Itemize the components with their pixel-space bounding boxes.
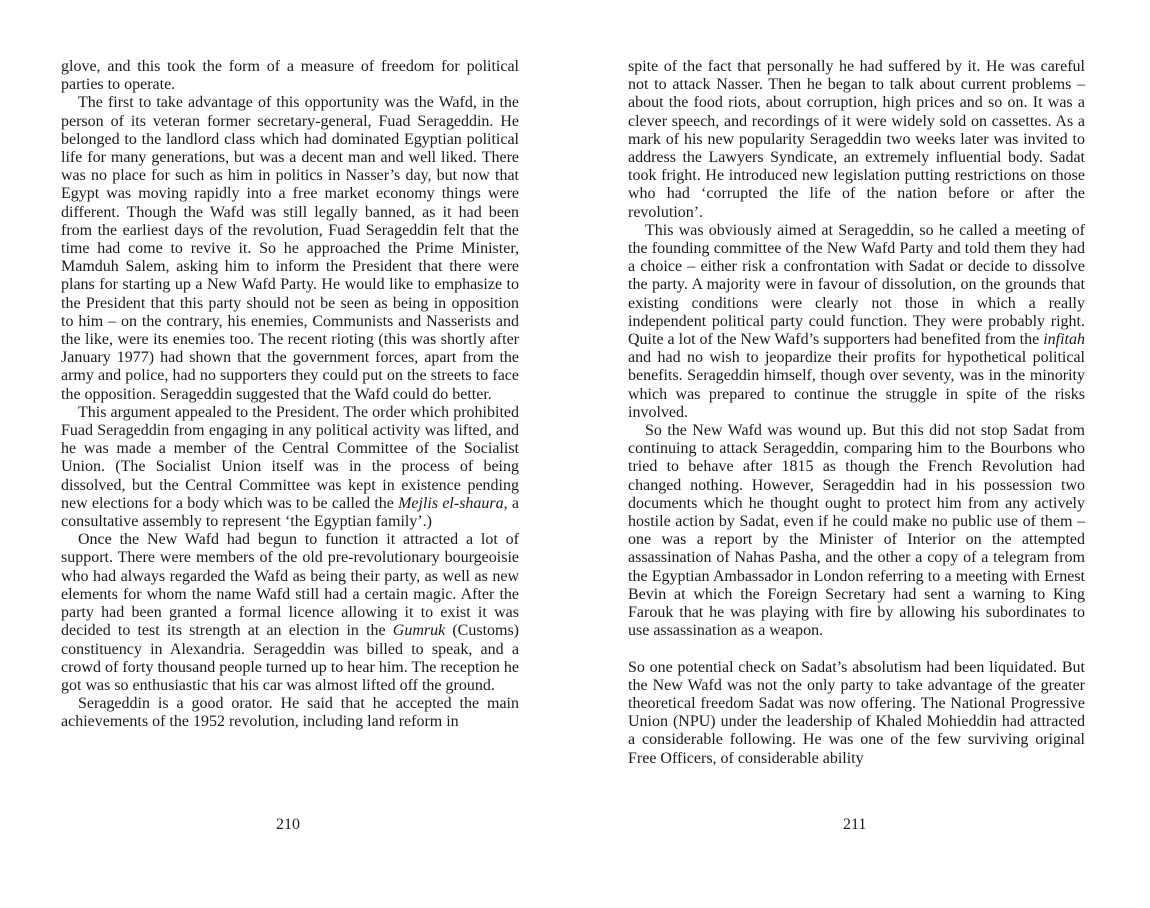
paragraph: So the New Wafd was wound up. But this did not stop Sadat from continuing to attack Serageddin, comparing him to the Bourbons who tried to behave after 1815 as though the French Revolution had changed nothing. However, Serageddin had in his possession two documents which he thought ought to protect him from any actively hostile action by Sadat, even if he could make no public use of them – one was a report by the Minister of Interior on the attempted assassination of Nahas Pasha, and the other a copy of a telegram from the Egyptian Ambassador in London referring to a meeting with Ernest Bevin at which the Foreign Secretary had sent a warning to King Farouk that he was playing with fire by allowing his subordinates to use assassination as a weapon. [628,422,1085,640]
italic-term: Gumruk [392,622,446,640]
paragraph-text: , a consultative assembly to represent ‘the Egyptian family’.) [61,494,519,531]
page-number: 211 [843,816,867,833]
paragraph: So one potential check on Sadat’s absolutism had been liquidated. But the New Wafd was not the only party to take advantage of the greater theoretical freedom Sadat was now offering. The National Progressive Union (NPU) under the leadership of Khaled Mohieddin had attracted a considerable following. He was one of the few surviving original Free Officers, of considerable ability [628,658,1085,767]
paragraph-text: This argument appealed to the President. The order which prohibited Fuad Serageddin from engaging in any political activity was lifted, and he was made a member of the Central Committee of the Socialist Union. (The Socialist Union itself was in the process of being dissolved, but the Central Committee was kept in existence pending new elections for a body which was to be called the [61,403,519,512]
right-page [628,58,1085,768]
paragraph-text: Once the New Wafd had begun to function it attracted a lot of support. There were members of the old pre-revolutionary bourgeoisie who had always regarded the Wafd as being their party, as well as new elements for whom the name Wafd still had a certain magic. After the party had been granted a formal licence allowing it to exist it was decided to test its strength at an election in the [61,531,519,640]
paragraph: glove, and this took the form of a measure of freedom for political parties to operate. [61,58,519,94]
paragraph [61,404,519,531]
paragraph [628,222,1085,422]
paragraph: The first to take advantage of this opportunity was the Wafd, in the person of its veteran former secretary-general, Fuad Serageddin. He belonged to the landlord class which had dominated Egyptian political life for many generations, but was a decent man and well liked. There was no place for such as him in politics in Nasser’s day, but now that Egypt was moving rapidly into a free market economy things were different. Though the Wafd was still legally banned, as it had been from the earliest days of the revolution, Fuad Serageddin felt that the time had come to revive it. So he approached the Prime Minister, Mamduh Salem, asking him to inform the President that there were plans for starting up a New Wafd Party. He would like to emphasize to the President that this party should not be seen as being in opposition to him – on the contrary, his enemies, Communists and Nasserists and the like, were its enemies too. The recent rioting (this was shortly after January 1977) had shown that the government forces, apart from the army and police, had no supporters they could put on the streets to face the opposition. Serageddin suggested that the Wafd could do better. [61,94,519,403]
italic-term: Mejlis el-shaura [398,494,504,512]
paragraph-text: and had no wish to jeopardize their profits for hypothetical political benefits. Serageddin himself, though over seventy, was in the minority which was prepared to continue the struggle in spite of the risks involved. [628,349,1085,421]
paragraph: Serageddin is a good orator. He said that he accepted the main achievements of the 1952 revolution, including land reform in [61,695,519,731]
italic-term: infitah [1043,331,1085,349]
paragraph-text: This was obviously aimed at Serageddin, so he called a meeting of the founding committee of the New Wafd Party and told them they had a choice – either risk a confrontation with Sadat or decide to dissolve the party. A majority were in favour of dissolution, on the grounds that existing conditions were clearly not those in which a really independent political party could function. They were probably right. Quite a lot of the New Wafd’s supporters had benefited from the [628,221,1085,349]
page-number: 210 [276,816,300,833]
paragraph [61,531,519,695]
paragraph-text: (Customs) constituency in Alexandria. Serageddin was billed to speak, and a crowd of forty thousand people turned up to hear him. The reception he got was so enthusiastic that his car was almost lifted off the ground. [61,622,520,694]
left-page [61,58,519,732]
paragraph: spite of the fact that personally he had suffered by it. He was careful not to attack Nasser. Then he began to talk about current problems – about the food riots, about corruption, high prices and so on. It was a clever speech, and recordings of it were widely sold on cassettes. As a mark of his new popularity Serageddin two weeks later was invited to address the Lawyers Syndicate, an extremely influential body. Sadat took fright. He introduced new legislation putting restrictions on those who had ‘corrupted the life of the nation before or after the revolution’. [628,58,1085,221]
